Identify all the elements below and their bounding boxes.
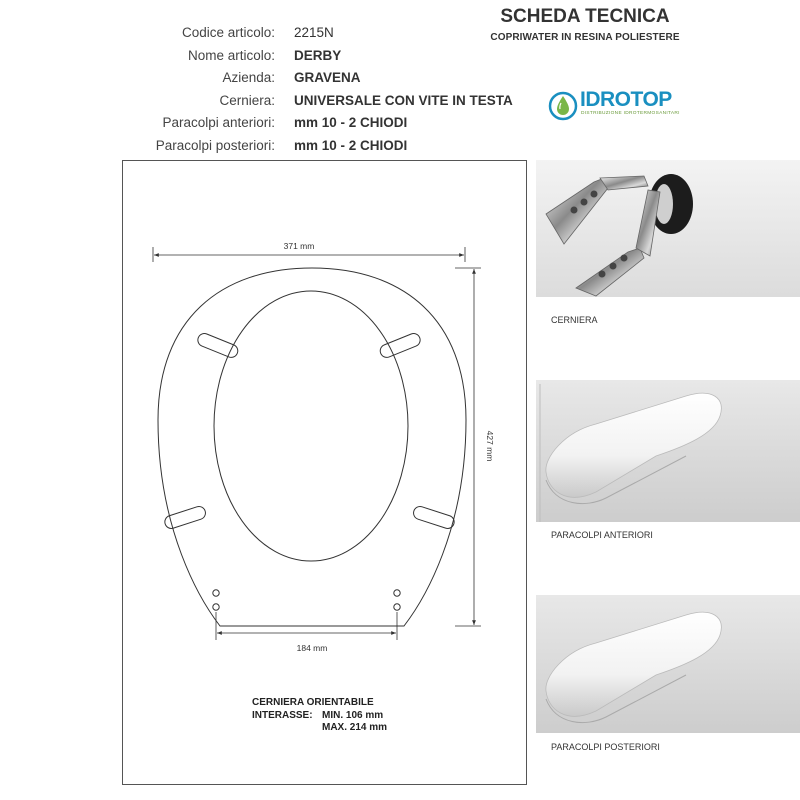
spec-label: Codice articolo: bbox=[181, 25, 275, 40]
note-key: INTERASSE: bbox=[252, 709, 313, 721]
spec-value: 2215N bbox=[294, 25, 334, 40]
sheet-title: SCHEDA TECNICA bbox=[500, 6, 670, 27]
sheet-subtitle: COPRIWATER IN RESINA POLIESTERE bbox=[490, 32, 680, 43]
hole-spacing-label: 184 mm bbox=[296, 643, 328, 653]
front-bumper-photo bbox=[536, 380, 800, 522]
rear-bumper-photo bbox=[536, 595, 800, 733]
hinge-photo-label: CERNIERA bbox=[551, 315, 598, 325]
seat-inner-opening bbox=[214, 291, 408, 561]
logo-tagline: DISTRIBUZIONE IDROTERMOSANITARI bbox=[581, 111, 680, 116]
hinge-hole bbox=[394, 590, 400, 596]
hinge-note bbox=[252, 697, 387, 735]
note-title: CERNIERA ORIENTABILE bbox=[252, 697, 374, 708]
spec-value: GRAVENA bbox=[294, 70, 361, 85]
bumper-slot bbox=[412, 505, 456, 530]
hinge-image bbox=[536, 160, 800, 297]
seat-outer-outline bbox=[158, 268, 466, 626]
front-bumper-photo-label: PARACOLPI ANTERIORI bbox=[551, 530, 653, 540]
height-dimension-label: 427 mm bbox=[485, 430, 495, 462]
spec-label: Azienda: bbox=[222, 70, 275, 85]
spec-label: Cerniera: bbox=[219, 92, 275, 108]
hinge-hole bbox=[213, 604, 219, 610]
spec-label: Nome articolo: bbox=[187, 47, 275, 63]
spec-label: Paracolpi posteriori: bbox=[155, 137, 275, 153]
hinge-photo bbox=[536, 160, 800, 297]
spec-value: mm 10 - 2 CHIODI bbox=[294, 137, 408, 153]
front-bumper-image bbox=[536, 380, 800, 522]
hinge-hole bbox=[394, 604, 400, 610]
spec-value: DERBY bbox=[294, 47, 342, 63]
spec-label: Paracolpi anteriori: bbox=[162, 115, 275, 130]
hinge-hole bbox=[213, 590, 219, 596]
note-max: MAX. 214 mm bbox=[322, 722, 388, 733]
logo-text: IDROTOP bbox=[580, 88, 672, 111]
spec-value: UNIVERSALE CON VITE IN TESTA bbox=[294, 92, 513, 108]
bumper-slot bbox=[378, 332, 422, 360]
spec-value: mm 10 - 2 CHIODI bbox=[294, 115, 408, 130]
width-dimension-label: 371 mm bbox=[283, 241, 315, 251]
rear-bumper-image bbox=[536, 595, 800, 733]
note-min: MIN. 106 mm bbox=[322, 709, 384, 721]
rear-bumper-photo-label: PARACOLPI POSTERIORI bbox=[551, 742, 660, 752]
